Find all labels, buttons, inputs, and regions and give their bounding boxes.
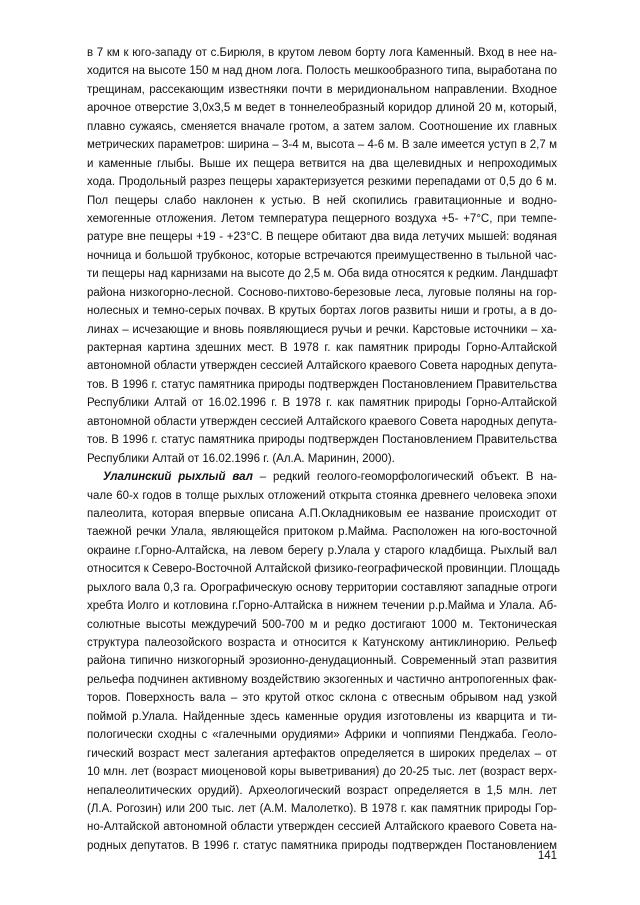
text-line: хода. Продольный разрез пещеры характеризуется резкими перепадами от 0,5 до 6 м. — [87, 176, 557, 189]
text-line: района низкогорно-лесной. Сосново-пихтово-березовые леса, луговые поляны на гор- — [87, 286, 557, 299]
text-line: таежной речки Улала, являющейся притоком р.Майма. Расположен на юго-восточной — [87, 526, 557, 539]
text-line: в 7 км к юго-западу от с.Бирюля, в крутом левом борту лога Каменный. Вход в нее на- — [87, 47, 557, 59]
text-line: хребта Иолго и котловина г.Горно-Алтайска в нижнем течении р.р.Майма и Улала. Аб- — [87, 600, 557, 613]
text-line: тов. В 1996 г. статус памятника природы подтвержден Постановлением Правительства — [87, 434, 557, 447]
text-line: района типично низкогорный эрозионно-денудационный. Современный этап развития — [87, 655, 557, 668]
text-line: линах – исчезающие и вновь появляющиеся ручьи и речки. Карстовые источники – ха- — [87, 323, 557, 336]
term-definition-start: – редкий геолого-геоморфологический объект. В на- — [252, 471, 557, 484]
text-line: пологически сходны с «галечными орудиями» Африки и чоппиями Пенджаба. Геоло- — [87, 729, 557, 742]
text-line: но-Алтайской автономной области утвержден сессией Алтайского краевого Совета на- — [87, 821, 557, 834]
text-line: Республики Алтай от 16.02.1996 г. (Ал.А. Маринин, 2000). — [87, 452, 395, 465]
text-line: ходится на высоте 150 м над дном лога. Полость мешкообразного типа, выработана по — [87, 65, 557, 78]
text-line: структура палеозойского возраста и относится к Катунскому антиклинорию. Рельеф — [87, 637, 557, 649]
text-line: нолесных и темно-серых почвах. В крутых бортах логов развиты ниши и гроты, а в до- — [87, 305, 557, 318]
text-line: рыхлого вала 0,3 га. Орографическую основу территории составляют западные отроги — [87, 581, 557, 594]
text-line: ратуре вне пещеры +19 - +23°С. В пещере обитают два вида летучих мышей: водяная — [87, 231, 557, 244]
text-line: относится к Северо-Восточной Алтайской физико-географической провинции. Площадь — [87, 563, 560, 576]
text-line: ночница и большой трубконос, которые встречаются преимущественно в тыльной час- — [87, 249, 557, 262]
paragraph-cave-description — [87, 44, 557, 468]
text-line: родных депутатов. В 1996 г. статус памятника природы подтвержден Постановлением — [87, 839, 557, 852]
text-line: хемогенные отложения. Летом температура пещерного воздуха +5- +7°С, при темпе- — [87, 212, 557, 225]
text-line: чале 60-х годов в толще рыхлых отложений открыта стоянка древнего человека эпохи — [87, 489, 557, 502]
text-line: непалеолитических орудий). Археологический возраст определяется в 1,5 млн. лет — [87, 784, 557, 797]
text-line: гический возраст мест залегания артефактов определяется в широких пределах – от — [87, 747, 557, 760]
text-line: торов. Поверхность вала – это крутой откос склона с отвесным обрывом над узкой — [87, 692, 557, 705]
text-line: тов. В 1996 г. статус памятника природы подтвержден Постановлением Правительства — [87, 378, 557, 391]
text-line: ти пещеры над карнизами на высоте до 2,5 м. Оба вида относятся к редким. Ландшафт — [87, 268, 559, 281]
text-line: Республики Алтай от 16.02.1996 г. В 1978 г. как памятник природы Горно-Алтайской — [87, 397, 557, 410]
text-line: рельефа подчинен активному воздействию экзогенных и частично антропогенных фак- — [87, 673, 557, 686]
text-line: рактерная картина здешних мест. В 1978 г. как памятник природы Горно-Алтайской — [87, 342, 557, 354]
text-line: плавно сужаясь, сменяется вначале гротом, а затем залом. Соотношение их главных — [87, 120, 557, 133]
text-line: трещинам, рассекающим известняки почти в меридиональном направлении. Входное — [87, 83, 557, 96]
text-line: и каменные глыбы. Выше их пещера ветвится на два щелевидных и непроходимых — [87, 157, 557, 170]
text-line: автономной области утвержден сессией Алтайского краевого Совета народных депута- — [87, 415, 557, 428]
term-heading: Улалинский рыхлый вал — [103, 471, 253, 484]
text-line — [87, 468, 557, 486]
text-line: 10 млн. лет (возраст миоценовой коры выветривания) до 20-25 тыс. лет (возраст верх- — [87, 766, 557, 779]
text-line: метрических параметров: ширина – 3-4 м, высота – 4-6 м. В зале имеется уступ в 2,7 м — [87, 139, 557, 152]
text-line: окраине г.Горно-Алтайска, на левом берегу р.Улала у старого кладбища. Рыхлый вал — [87, 544, 557, 557]
text-line: (Л.А. Рогозин) или 200 тыс. лет (А.М. Малолетко). В 1978 г. как памятник природы Гор- — [87, 802, 557, 815]
text-line: палеолита, которая впервые описана А.П.Окладниковым ее название происходит от — [87, 507, 557, 520]
paragraph-ulala-loose-bank — [87, 468, 560, 855]
text-line: поймой р.Улала. Найденные здесь каменные орудия изготовлены из кварцита и ти- — [87, 710, 557, 723]
page-number: 141 — [537, 850, 557, 862]
body-text — [87, 44, 560, 855]
text-line: Пол пещеры слабо наклонен к устью. В ней скопились гравитационные и водно- — [87, 194, 557, 207]
text-line: автономной области утвержден сессией Алтайского краевого Совета народных депута- — [87, 360, 557, 373]
text-line: солютные высоты междуречий 500-700 м и редко достигают 1000 м. Тектоническая — [87, 618, 557, 631]
text-line: арочное отверстие 3,0х3,5 м ведет в тоннелеобразный коридор длиной 20 м, который, — [87, 102, 557, 115]
